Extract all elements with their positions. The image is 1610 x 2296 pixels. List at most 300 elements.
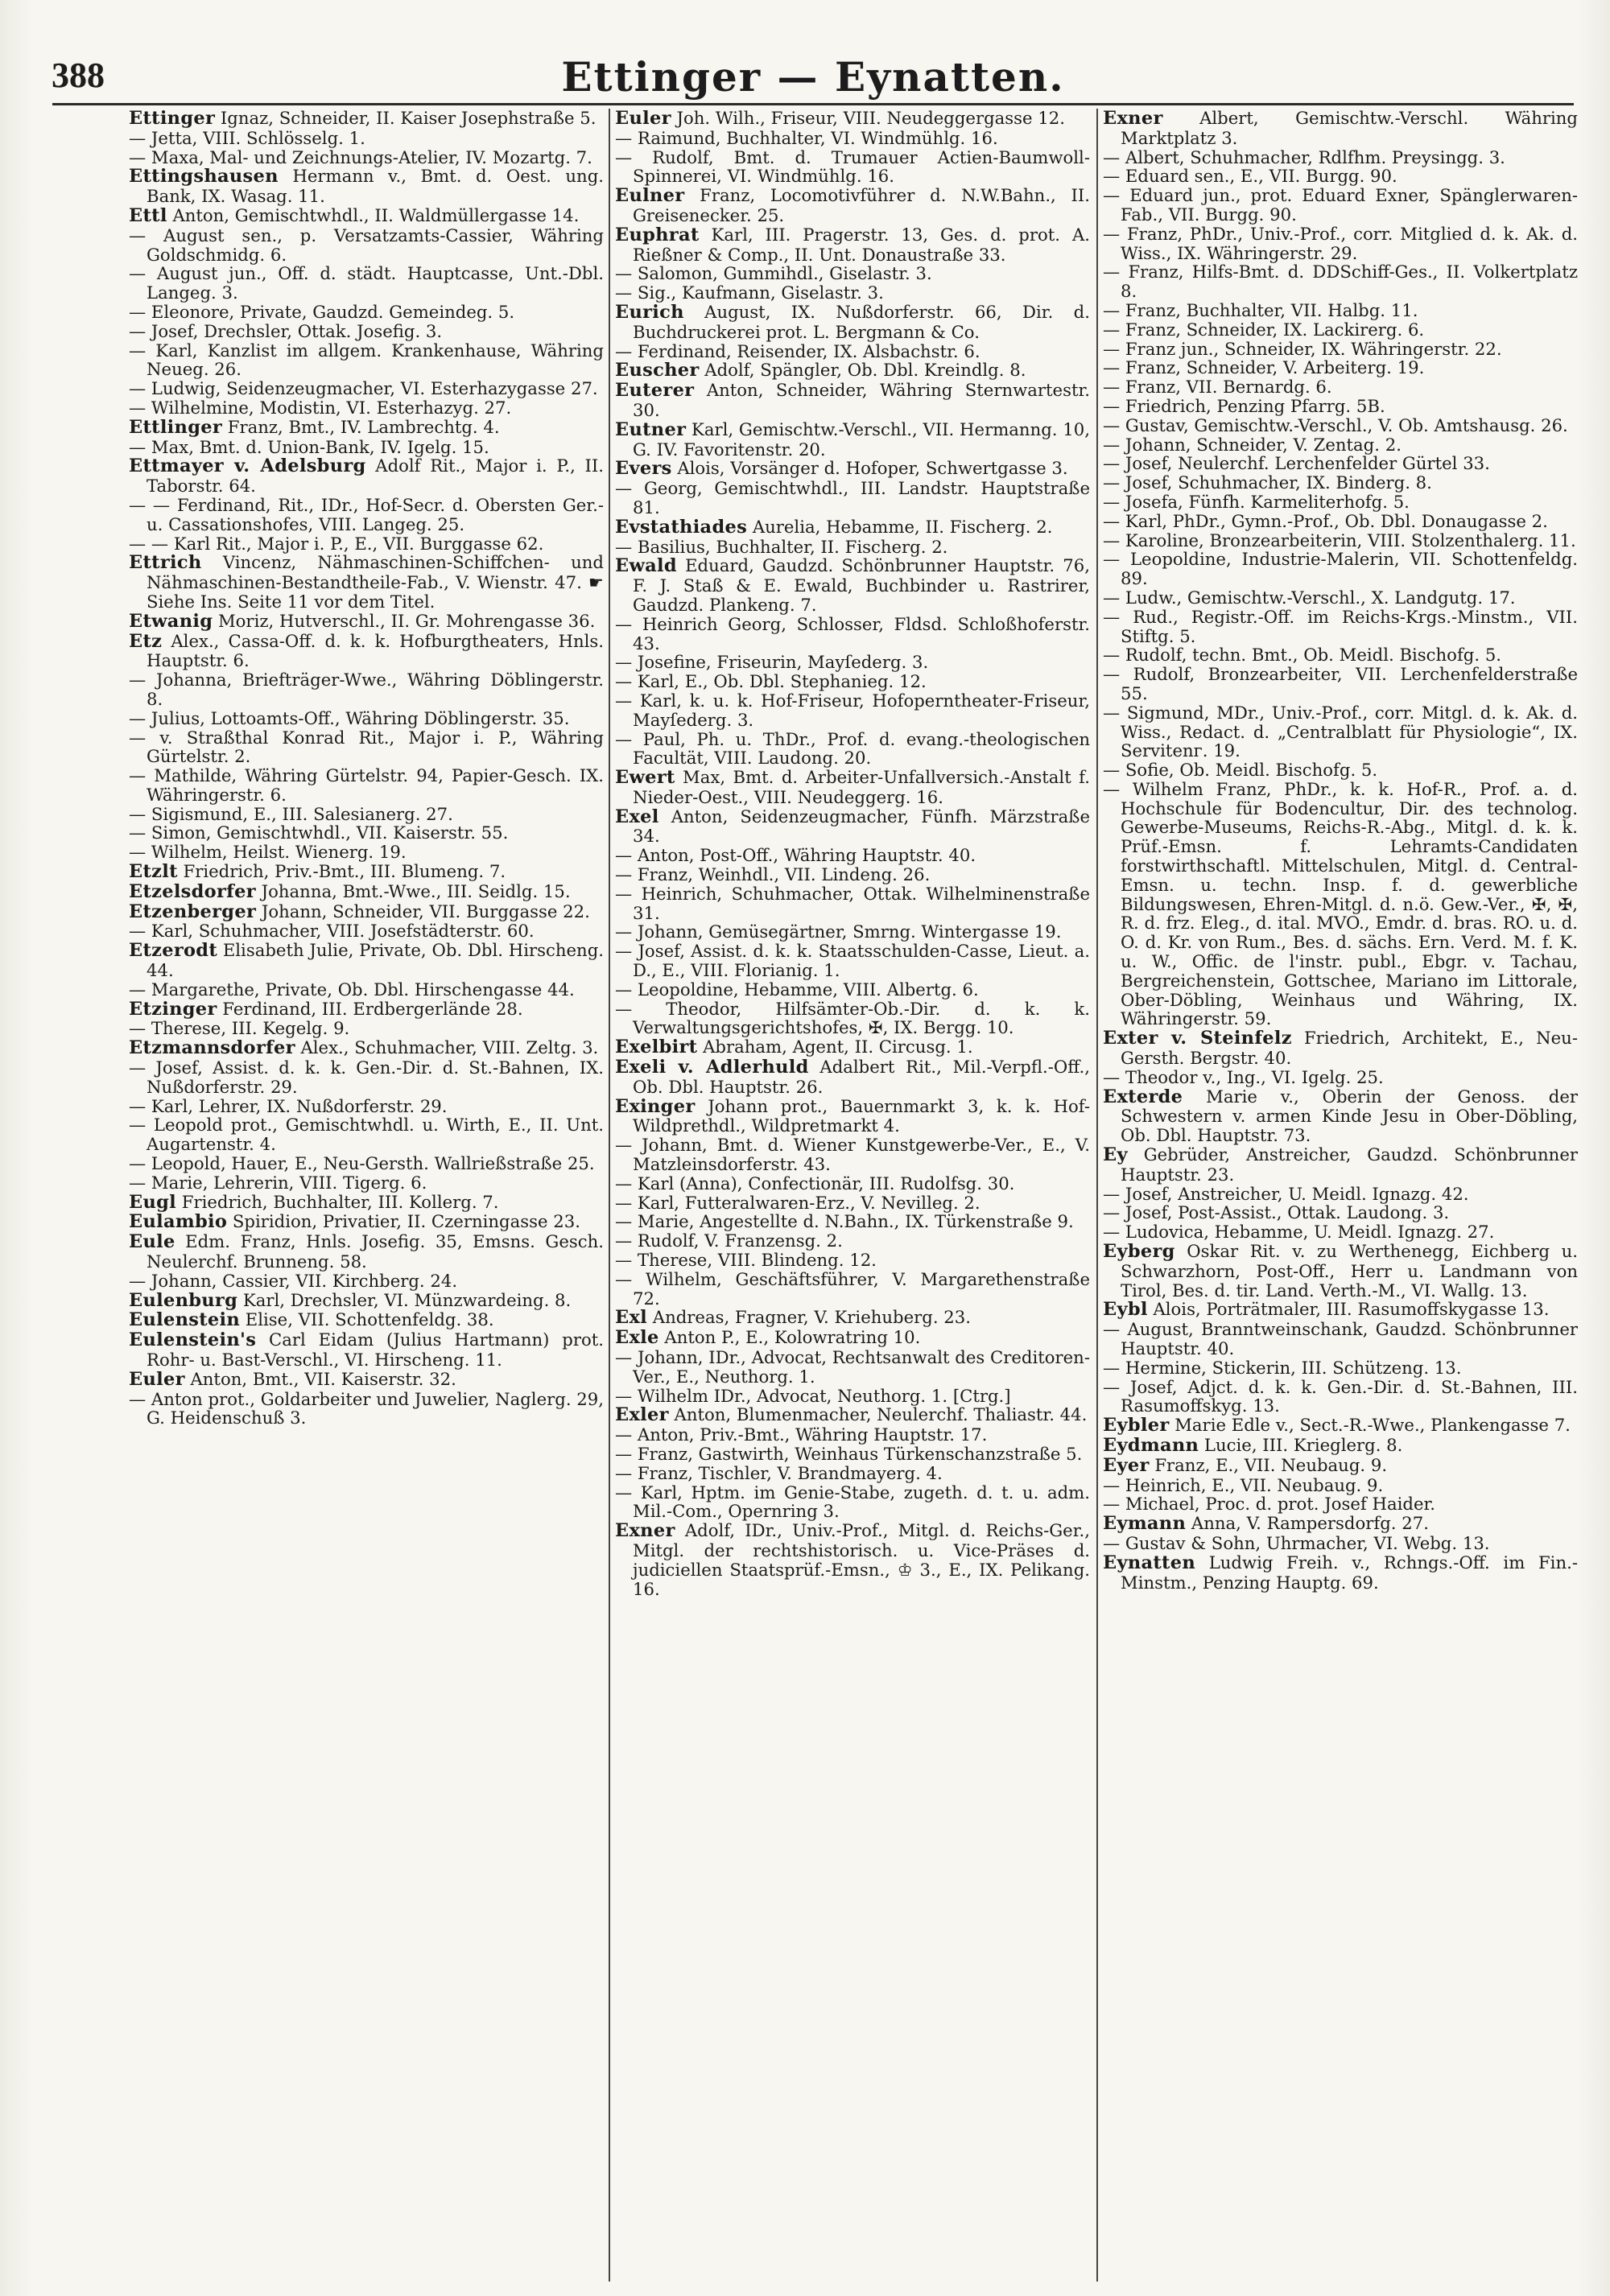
page-number: 388 bbox=[52, 56, 105, 95]
entry-name: Ettingshausen bbox=[129, 166, 279, 188]
entry-name: Ey bbox=[1103, 1144, 1128, 1166]
entry-text: — Therese, VIII. Blindeng. 12. bbox=[615, 1250, 877, 1271]
directory-entry bbox=[615, 303, 1090, 342]
entry-text: — Heinrich, E., VII. Neubaug. 9. bbox=[1103, 1474, 1384, 1495]
directory-entry bbox=[615, 672, 1090, 691]
entry-text: — Anton, Priv.-Bmt., Währing Hauptstr. 17. bbox=[615, 1424, 988, 1445]
entry-text: — Josefine, Friseurin, Mayſederg. 3. bbox=[615, 652, 929, 673]
directory-entry bbox=[1103, 435, 1578, 455]
directory-entry bbox=[1103, 1534, 1578, 1553]
entry-text: — Julius, Lottoamts-Off., Währing Döblingerstr. 35. bbox=[129, 707, 570, 728]
directory-entry bbox=[615, 980, 1090, 1000]
directory-entry bbox=[615, 922, 1090, 942]
entry-text: — Karl, Schuhmacher, VIII. Josefstädterstr. 60. bbox=[129, 921, 535, 942]
entry-name: Eugl bbox=[129, 1191, 176, 1213]
entry-name: Eybler bbox=[1103, 1415, 1170, 1437]
directory-entry bbox=[615, 129, 1090, 148]
entry-name: Eulambio bbox=[129, 1211, 228, 1233]
entry-name: Exle bbox=[615, 1327, 659, 1349]
directory-entry bbox=[129, 148, 604, 167]
directory-entry bbox=[129, 322, 604, 341]
directory-entry bbox=[615, 556, 1090, 614]
directory-entry bbox=[615, 381, 1090, 420]
directory-entry bbox=[615, 730, 1090, 769]
directory-entry bbox=[129, 823, 604, 843]
directory-entry bbox=[1103, 531, 1578, 550]
entry-name: Eurich bbox=[615, 301, 684, 323]
entry-text: — Josef, Assist. d. k. k. Gen.-Dir. d. St.-Bahnen, IX. Nußdorferstr. 29. bbox=[129, 1057, 604, 1097]
directory-entry bbox=[1103, 1456, 1578, 1476]
entry-text: — Albert, Schuhmacher, Rdlfhm. Preysingg. 3. bbox=[1103, 146, 1505, 167]
entry-text: Adolf Rit., Major i. P., II. Taborstr. 64. bbox=[147, 455, 604, 497]
entry-text: — Marie, Angestellte d. N.Bahn., IX. Türkenstraße 9. bbox=[615, 1211, 1074, 1232]
entry-text: Alex., Cassa-Off. d. k. k. Hofburgtheaters, Hnls. Hauptstr. 6. bbox=[147, 630, 604, 671]
entry-text: — Heinrich, Schuhmacher, Ottak. Wilhelminenstraße 31. bbox=[615, 883, 1090, 923]
directory-entry bbox=[129, 1370, 604, 1390]
entry-name: Eulenstein's bbox=[129, 1329, 257, 1351]
entry-text: Alois, Porträtmaler, III. Rasumoffskygasse 13. bbox=[1153, 1299, 1550, 1320]
directory-entry bbox=[129, 398, 604, 418]
directory-entry bbox=[615, 342, 1090, 361]
entry-text: — Maxa, Mal- und Zeichnungs-Atelier, IV. Mozartg. 7. bbox=[129, 146, 592, 167]
directory-entry bbox=[129, 766, 604, 805]
column-divider bbox=[609, 109, 610, 2282]
entry-text: — Rudolf, techn. Bmt., Ob. Meidl. Bischofg. 5. bbox=[1103, 645, 1502, 666]
running-title: Ettinger — Eynatten. bbox=[561, 53, 1065, 101]
directory-entry bbox=[615, 1251, 1090, 1270]
entry-text: — Karl, E., Ob. Dbl. Stephanieg. 12. bbox=[615, 671, 927, 692]
entry-text: — Josef, Adjct. d. k. k. Gen.-Dir. d. St.-Bahnen, III. Rasumoffskyg. 13. bbox=[1103, 1376, 1578, 1416]
entry-text: — Salomon, Gummihdl., Giselastr. 3. bbox=[615, 263, 932, 284]
directory-entry bbox=[129, 496, 604, 534]
entry-name: Exter v. Steinfelz bbox=[1103, 1028, 1292, 1049]
entry-text: — Wilhelm, Geschäftsführer, V. Margarethenstraße 72. bbox=[615, 1268, 1090, 1309]
entry-name: Ewert bbox=[615, 767, 675, 789]
entry-text: Anna, V. Rampersdorfg. 27. bbox=[1191, 1513, 1429, 1534]
directory-entry bbox=[1103, 1222, 1578, 1242]
entry-name: Exel bbox=[615, 806, 659, 827]
directory-entry bbox=[1103, 225, 1578, 263]
entry-text: — Josef, Assist. d. k. k. Staatsschulden-Casse, Lieut. a. D., E., VIII. Florianig. 1. bbox=[615, 941, 1090, 981]
directory-entry bbox=[615, 1231, 1090, 1251]
directory-entry bbox=[615, 109, 1090, 129]
directory-entry bbox=[615, 846, 1090, 865]
directory-entry bbox=[129, 553, 604, 611]
entry-text: — Leopold prot., Gemischtwhdl. u. Wirth, E., II. Unt. Augartenstr. 4. bbox=[129, 1115, 604, 1155]
entry-text: — Karl (Anna), Confectionär, III. Rudolfsg. 30. bbox=[615, 1173, 1015, 1193]
entry-name: Eynatten bbox=[1103, 1552, 1196, 1573]
entry-text: — Franz, Hilfs-Bmt. d. DDSchiff-Ges., II. Volkertplatz 8. bbox=[1103, 262, 1578, 302]
entry-text: Oskar Rit. v. zu Werthenegg, Eichberg u. Schwarzhorn, Post-Off., Herr u. Landmann von Tirol, Bes. d. tir. Land. Verth.-M., VI. Wallg. 13. bbox=[1121, 1241, 1578, 1301]
entry-name: Eydmann bbox=[1103, 1434, 1199, 1456]
entry-text: Albert, Gemischtw.-Verschl. Währing Marktplatz 3. bbox=[1121, 109, 1578, 148]
directory-entry bbox=[129, 1291, 604, 1311]
entry-name: Eutner bbox=[615, 418, 687, 440]
entry-name: Ettl bbox=[129, 204, 167, 226]
entry-name: Ettlinger bbox=[129, 416, 222, 438]
entry-name: Etzerodt bbox=[129, 940, 218, 962]
directory-entry bbox=[1103, 454, 1578, 473]
directory-entry bbox=[615, 1000, 1090, 1038]
directory-entry bbox=[1103, 148, 1578, 167]
directory-entry bbox=[129, 1115, 604, 1154]
directory-entry bbox=[615, 1037, 1090, 1057]
directory-entry bbox=[1103, 1514, 1578, 1534]
entry-text: — Jetta, VIII. Schlösselg. 1. bbox=[129, 127, 365, 148]
entry-text: — Franz, Weinhdl., VII. Lindeng. 26. bbox=[615, 864, 931, 885]
entry-text: — Josef, Drechsler, Ottak. Josefig. 3. bbox=[129, 320, 443, 341]
entry-text: — Johann, Schneider, V. Zentag. 2. bbox=[1103, 434, 1402, 455]
entry-text: Moriz, Hutverschl., II. Gr. Mohrengasse 36. bbox=[217, 610, 596, 631]
entry-text: — Franz, PhDr., Univ.-Prof., corr. Mitglied d. k. Ak. d. Wiss., IX. Währingerstr. 29. bbox=[1103, 223, 1578, 263]
entry-text: — Josefa, Fünfh. Karmeliterhofg. 5. bbox=[1103, 491, 1410, 512]
entry-text: — Johanna, Briefträger-Wwe., Währing Döblingerstr. 8. bbox=[129, 670, 604, 709]
entry-name: Eybl bbox=[1103, 1299, 1148, 1321]
directory-entry bbox=[129, 1310, 604, 1330]
entry-text: Karl, Drechsler, VI. Münzwardeing. 8. bbox=[242, 1289, 572, 1310]
directory-entry bbox=[615, 1483, 1090, 1522]
entry-text: — Franz, Gastwirth, Weinhaus Türkenschanzstraße 5. bbox=[615, 1443, 1083, 1464]
directory-entry bbox=[129, 980, 604, 1000]
directory-entry bbox=[1103, 1242, 1578, 1300]
entry-name: Exler bbox=[615, 1404, 669, 1426]
entry-text: Hermann v., Bmt. d. Oest. ung. Bank, IX. Wasag. 11. bbox=[147, 166, 604, 207]
directory-entry bbox=[615, 1425, 1090, 1445]
directory-entry bbox=[615, 807, 1090, 847]
directory-entry bbox=[1103, 1068, 1578, 1087]
directory-entry bbox=[1103, 377, 1578, 397]
entry-text: — — Ferdinand, Rit., IDr., Hof-Secr. d. Obersten Ger.- u. Cassationshofes, VIII. Langeg. 25. bbox=[129, 494, 604, 534]
entry-text: Spiridion, Privatier, II. Czerningasse 23. bbox=[232, 1211, 580, 1232]
entry-text: — Hermine, Stickerin, III. Schützeng. 13. bbox=[1103, 1357, 1462, 1378]
directory-entry bbox=[1103, 262, 1578, 301]
directory-entry bbox=[129, 438, 604, 457]
entry-text: — Basilius, Buchhalter, II. Fischerg. 2. bbox=[615, 536, 948, 557]
entry-text: — Johann, Cassier, VII. Kirchberg. 24. bbox=[129, 1270, 458, 1291]
entry-text: Edm. Franz, Hnls. Josefig. 35, Emsns. Gesch. Neulerchf. Brunneng. 58. bbox=[147, 1231, 604, 1272]
entry-name: Etzmannsdorfer bbox=[129, 1037, 295, 1059]
directory-entry bbox=[1103, 780, 1578, 1028]
entry-text: Karl, III. Pragerstr. 13, Ges. d. prot. A. Rießner & Comp., II. Unt. Donaustraße 33. bbox=[633, 224, 1090, 265]
directory-entry bbox=[129, 612, 604, 632]
entry-text: Vincenz, Nähmaschinen-Schiffchen- und Nähmaschinen-Bestandtheile-Fab., V. Wienstr. 47. ☛ Siehe Ins. Seite 11 vor dem Titel. bbox=[147, 552, 604, 612]
entry-text: Eduard, Gaudzd. Schönbrunner Hauptstr. 76, F. J. Staß & E. Ewald, Buchbinder u. Rastrirer, Gaudzd. Plankeng. 7. bbox=[633, 555, 1090, 615]
entry-text: — Franz, VII. Bernardg. 6. bbox=[1103, 377, 1332, 398]
entry-text: Alois, Vorsänger d. Hofoper, Schwertgasse 3. bbox=[677, 458, 1068, 479]
entry-text: — Ludwig, Seidenzeugmacher, VI. Esterhazygasse 27. bbox=[129, 378, 598, 399]
entry-name: Eulenstein bbox=[129, 1309, 241, 1331]
entry-text: — Simon, Gemischtwhdl., VII. Kaiserstr. 55. bbox=[129, 822, 509, 843]
entry-text: — Franz, Schneider, IX. Lackirerg. 6. bbox=[1103, 319, 1425, 340]
directory-entry bbox=[129, 862, 604, 882]
entry-text: Carl Eidam (Julius Hartmann) prot. Rohr- u. Bast-Verschl., VI. Hirscheng. 11. bbox=[147, 1329, 604, 1370]
directory-entry bbox=[1103, 645, 1578, 665]
entry-text: — Leopoldine, Hebamme, VIII. Albertg. 6. bbox=[615, 979, 979, 1000]
directory-entry bbox=[615, 1328, 1090, 1348]
directory-entry bbox=[615, 1521, 1090, 1598]
entry-name: Ewald bbox=[615, 555, 677, 577]
entry-name: Ettrich bbox=[129, 552, 202, 574]
entry-text: — Karl, Kanzlist im allgem. Krankenhause, Währing Neueg. 26. bbox=[129, 340, 604, 380]
entry-text: Ludwig Freih. v., Rchngs.-Off. im Fin.-Minstm., Penzing Hauptg. 69. bbox=[1121, 1552, 1578, 1593]
entry-name: Eyer bbox=[1103, 1454, 1150, 1476]
directory-entry bbox=[1103, 1087, 1578, 1145]
entry-text: Marie Edle v., Sect.-R.-Wwe., Plankengasse 7. bbox=[1174, 1415, 1571, 1436]
directory-entry bbox=[1103, 167, 1578, 186]
directory-entry bbox=[1103, 1145, 1578, 1185]
directory-entry bbox=[615, 264, 1090, 283]
entry-text: — Franz jun., Schneider, IX. Währingerstr. 22. bbox=[1103, 338, 1502, 359]
directory-entry bbox=[615, 1174, 1090, 1193]
entry-text: — Georg, Gemischtwhdl., III. Landstr. Hauptstraße 81. bbox=[615, 478, 1090, 517]
entry-name: Eyberg bbox=[1103, 1241, 1175, 1263]
column-2 bbox=[615, 109, 1090, 2282]
page-header bbox=[48, 48, 1578, 105]
directory-entry bbox=[615, 1270, 1090, 1309]
entry-text: — Ludw., Gemischtw.-Verschl., X. Landgutg. 17. bbox=[1103, 587, 1516, 608]
entry-name: Etwanig bbox=[129, 610, 213, 632]
directory-entry bbox=[129, 206, 604, 226]
entry-name: Etzelsdorfer bbox=[129, 880, 256, 902]
entry-name: Euterer bbox=[615, 380, 695, 402]
entry-text: — Leopoldine, Industrie-Malerin, VII. Schottenfeldg. 89. bbox=[1103, 549, 1578, 589]
directory-entry bbox=[615, 186, 1090, 225]
entry-text: — v. Straßthal Konrad Rit., Major i. P., Währing Gürtelstr. 2. bbox=[129, 727, 604, 767]
directory-entry bbox=[615, 1097, 1090, 1136]
directory-entry bbox=[615, 1193, 1090, 1213]
entry-text: — Eduard jun., prot. Eduard Exner, Spänglerwaren-Fab., VII. Burgg. 90. bbox=[1103, 185, 1578, 225]
entry-text: — Franz, Buchhalter, VII. Halbg. 11. bbox=[1103, 299, 1418, 320]
directory-entry bbox=[129, 1000, 604, 1020]
entry-text: Anton, Seidenzeugmacher, Fünfh. Märzstraße 34. bbox=[633, 806, 1090, 847]
directory-entry bbox=[1103, 703, 1578, 761]
entry-text: Johanna, Bmt.-Wwe., III. Seidlg. 15. bbox=[261, 880, 571, 901]
entry-text: — Karl, k. u. k. Hof-Friseur, Hofoperntheater-Friseur, Mayſederg. 3. bbox=[615, 690, 1090, 730]
entry-text: — Max, Bmt. d. Union-Bank, IV. Igelg. 15. bbox=[129, 436, 489, 457]
entry-text: — Karl, Futteralwaren-Erz., V. Nevilleg. 2. bbox=[615, 1192, 980, 1213]
entry-text: Johann prot., Bauernmarkt 3, k. k. Hof-Wildprethdl., Wildpretmarkt 4. bbox=[633, 1095, 1090, 1136]
directory-entry bbox=[129, 709, 604, 728]
entry-name: Exelbirt bbox=[615, 1037, 698, 1058]
directory-entry bbox=[129, 843, 604, 862]
entry-name: Euler bbox=[615, 109, 671, 129]
directory-entry bbox=[1103, 550, 1578, 588]
directory-entry bbox=[129, 670, 604, 709]
entry-name: Etzlt bbox=[129, 861, 178, 883]
entry-text: — Theodor v., Ing., VI. Igelg. 25. bbox=[1103, 1066, 1384, 1087]
directory-entry bbox=[615, 538, 1090, 557]
directory-entry bbox=[1103, 1553, 1578, 1593]
entry-text: — Johann, Gemüsegärtner, Smrng. Wintergasse 19. bbox=[615, 921, 1062, 942]
entry-text: — Theodor, Hilfsämter-Ob.-Dir. d. k. k. Verwaltungsgerichtshofes, ✠, IX. Bergg. 10. bbox=[615, 998, 1090, 1038]
entry-text: — Wilhelm IDr., Advocat, Neuthorg. 1. [Ctrg.] bbox=[615, 1385, 1011, 1406]
directory-entry bbox=[129, 1173, 604, 1193]
entry-text: Franz, E., VII. Neubaug. 9. bbox=[1154, 1454, 1388, 1475]
directory-entry bbox=[1103, 416, 1578, 435]
directory-entry bbox=[129, 1097, 604, 1116]
entry-text: — Josef, Anstreicher, U. Meidl. Ignazg. 42. bbox=[1103, 1183, 1469, 1204]
directory-entry bbox=[129, 941, 604, 980]
column-divider bbox=[1096, 109, 1098, 2282]
entry-name: Eymann bbox=[1103, 1513, 1187, 1535]
directory-entry bbox=[615, 615, 1090, 653]
entry-text: Anton P., E., Kolowratring 10. bbox=[664, 1327, 921, 1348]
directory-entry bbox=[1103, 1416, 1578, 1436]
entry-text: — Rud., Registr.-Off. im Reichs-Krgs.-Minstm., VII. Stiftg. 5. bbox=[1103, 606, 1578, 646]
directory-entry bbox=[129, 1232, 604, 1272]
entry-name: Euscher bbox=[615, 360, 700, 381]
entry-name: Exinger bbox=[615, 1095, 696, 1117]
entry-name: Evers bbox=[615, 458, 672, 480]
directory-entry bbox=[1103, 1436, 1578, 1456]
entry-text: Elisabeth Julie, Private, Ob. Dbl. Hirscheng. 44. bbox=[147, 940, 604, 981]
directory-entry bbox=[129, 226, 604, 265]
directory-entry bbox=[615, 1057, 1090, 1097]
entry-text: — Therese, III. Kegelg. 9. bbox=[129, 1018, 350, 1039]
directory-entry bbox=[615, 942, 1090, 980]
entry-text: Anton, Gemischtwhdl., II. Waldmüllergasse 14. bbox=[172, 204, 580, 225]
entry-text: — Karl, Hptm. im Genie-Stabe, zugeth. d. t. u. adm. Mil.-Com., Opernring 3. bbox=[615, 1482, 1090, 1522]
directory-entry bbox=[1103, 1378, 1578, 1416]
directory-entry bbox=[129, 109, 604, 129]
directory-entry bbox=[129, 805, 604, 824]
directory-entry bbox=[1103, 665, 1578, 703]
entry-text: Friedrich, Architekt, E., Neu-Gersth. Bergstr. 40. bbox=[1121, 1028, 1578, 1069]
directory-entry bbox=[129, 921, 604, 941]
entry-text: Max, Bmt. d. Arbeiter-Unfallversich.-Anstalt f. Nieder-Oest., VIII. Neudeggerg. 16. bbox=[633, 767, 1090, 807]
entry-text: — — Karl Rit., Major i. P., E., VII. Burggasse 62. bbox=[129, 533, 544, 554]
directory-entry bbox=[1103, 493, 1578, 512]
directory-entry bbox=[615, 361, 1090, 381]
entry-text: — Josef, Post-Assist., Ottak. Laudong. 3. bbox=[1103, 1202, 1450, 1223]
entry-text: August, IX. Nußdorferstr. 66, Dir. d. Buchdruckerei prot. L. Bergmann & Co. bbox=[633, 301, 1090, 342]
entry-name: Exterde bbox=[1103, 1086, 1183, 1107]
directory-entry bbox=[1103, 512, 1578, 531]
directory-entry bbox=[1103, 1476, 1578, 1495]
directory-entry bbox=[1103, 473, 1578, 493]
entry-text: — Raimund, Buchhalter, VI. Windmühlg. 16. bbox=[615, 127, 998, 148]
entry-text: Johann, Schneider, VII. Burggasse 22. bbox=[261, 901, 590, 921]
entry-text: — Karoline, Bronzearbeiterin, VIII. Stolzenthalerg. 11. bbox=[1103, 530, 1576, 550]
entry-text: — Mathilde, Währing Gürtelstr. 94, Papier-Gesch. IX. Währingerstr. 6. bbox=[129, 765, 604, 805]
directory-entry bbox=[615, 865, 1090, 884]
directory-entry bbox=[129, 167, 604, 206]
directory-entry bbox=[615, 459, 1090, 479]
entry-text: — Gustav & Sohn, Uhrmacher, VI. Webg. 13. bbox=[1103, 1532, 1490, 1553]
entry-text: — Sofie, Ob. Meidl. Bischofg. 5. bbox=[1103, 760, 1378, 781]
entry-text: — Wilhelm, Heilst. Wienerg. 19. bbox=[129, 842, 407, 863]
entry-text: — Karl, PhDr., Gymn.-Prof., Ob. Dbl. Donaugasse 2. bbox=[1103, 510, 1548, 531]
entry-text: Anton, Blumenmacher, Neulerchf. Thaliastr. 44. bbox=[674, 1404, 1088, 1425]
directory-entry bbox=[615, 225, 1090, 265]
directory-entry bbox=[1103, 1028, 1578, 1068]
directory-entry bbox=[615, 517, 1090, 538]
entry-text: — Rudolf, Bmt. d. Trumauer Actien-Baumwoll-Spinnerei, VI. Windmühlg. 16. bbox=[615, 146, 1090, 187]
entry-name: Ettmayer v. Adelsburg bbox=[129, 455, 366, 477]
directory-entry bbox=[129, 341, 604, 380]
directory-entry bbox=[129, 1019, 604, 1038]
directory-entry bbox=[615, 148, 1090, 187]
entry-name: Euphrat bbox=[615, 224, 700, 245]
entry-text: — Franz, Schneider, V. Arbeiterg. 19. bbox=[1103, 357, 1425, 378]
entry-text: Ferdinand, III. Erdbergerlände 28. bbox=[222, 998, 523, 1019]
entry-text: — Ferdinand, Reisender, IX. Alsbachstr. 6. bbox=[615, 340, 980, 361]
directory-entry bbox=[615, 1464, 1090, 1483]
directory-entry bbox=[129, 1390, 604, 1428]
entry-text: Friedrich, Buchhalter, III. Kollerg. 7. bbox=[181, 1191, 499, 1212]
directory-entry bbox=[615, 1405, 1090, 1425]
directory-entry bbox=[129, 534, 604, 554]
entry-name: Exeli v. Adlerhuld bbox=[615, 1057, 809, 1078]
directory-entry bbox=[1103, 1494, 1578, 1514]
entry-text: Joh. Wilh., Friseur, VIII. Neudeggergasse 12. bbox=[676, 109, 1065, 128]
entry-name: Eulner bbox=[615, 185, 685, 207]
directory-entry bbox=[615, 1387, 1090, 1406]
entry-text: Lucie, III. Krieglerg. 8. bbox=[1203, 1434, 1403, 1455]
entry-text: Adolf, IDr., Univ.-Prof., Mitgl. d. Reichs-Ger., Mitgl. der rechtshistorisch. u. Vice-Präses d. judiciellen Staatsprüf.-Emsn., ♔ 3., E., IX. Pelikang. 16. bbox=[633, 1520, 1090, 1599]
directory-entry bbox=[615, 479, 1090, 517]
entry-text: — Anton prot., Goldarbeiter und Juwelier, Naglerg. 29, G. Heidenschuß 3. bbox=[129, 1388, 604, 1428]
directory-entry bbox=[1103, 608, 1578, 646]
entry-text: — Johann, IDr., Advocat, Rechtsanwalt des Creditoren-Ver., E., Neuthorg. 1. bbox=[615, 1347, 1090, 1387]
entry-text: Anton, Schneider, Währing Sternwartestr. 30. bbox=[633, 380, 1090, 420]
directory-entry bbox=[1103, 761, 1578, 780]
directory-entry bbox=[1103, 1203, 1578, 1222]
directory-entry bbox=[615, 884, 1090, 923]
entry-text: — Josef, Schuhmacher, IX. Binderg. 8. bbox=[1103, 472, 1432, 493]
entry-text: Marie v., Oberin der Genoss. der Schwestern v. armen Kinde Jesu in Ober-Döbling, Ob. Dbl. Hauptstr. 73. bbox=[1121, 1086, 1578, 1146]
directory-entry bbox=[129, 129, 604, 148]
directory-entry bbox=[129, 1058, 604, 1097]
entry-text: — Johann, Bmt. d. Wiener Kunstgewerbe-Ver., E., V. Matzleinsdorferstr. 43. bbox=[615, 1135, 1090, 1175]
entry-text: — Karl, Lehrer, IX. Nußdorferstr. 29. bbox=[129, 1095, 448, 1116]
entry-text: Adolf, Spängler, Ob. Dbl. Kreindlg. 8. bbox=[704, 360, 1026, 381]
directory-entry bbox=[615, 1308, 1090, 1328]
directory-entry bbox=[129, 418, 604, 438]
entry-name: Evstathiades bbox=[615, 516, 748, 538]
entry-text: — Ludovica, Hebamme, U. Meidl. Ignazg. 27. bbox=[1103, 1222, 1495, 1243]
entry-text: — Rudolf, V. Franzensg. 2. bbox=[615, 1230, 843, 1251]
directory-entry bbox=[1103, 1300, 1578, 1320]
directory-entry bbox=[1103, 109, 1578, 148]
entry-text: Gebrüder, Anstreicher, Gaudzd. Schönbrunner Hauptstr. 23. bbox=[1121, 1144, 1578, 1185]
entry-name: Euler bbox=[129, 1368, 185, 1390]
directory-entry bbox=[129, 1193, 604, 1213]
entry-text: — Anton, Post-Off., Währing Hauptstr. 40. bbox=[615, 845, 976, 866]
directory-entry bbox=[1103, 186, 1578, 225]
directory-entry bbox=[1103, 358, 1578, 377]
entry-name: Exl bbox=[615, 1307, 648, 1329]
directory-entry bbox=[129, 456, 604, 496]
directory-entry bbox=[129, 379, 604, 398]
directory-entry bbox=[615, 1445, 1090, 1464]
column-1 bbox=[129, 109, 604, 2282]
directory-entry bbox=[615, 1136, 1090, 1174]
entry-name: Ettinger bbox=[129, 109, 216, 129]
directory-entry bbox=[615, 653, 1090, 672]
directory-entry bbox=[615, 1348, 1090, 1387]
entry-text: — Eleonore, Private, Gaudzd. Gemeindeg. 5. bbox=[129, 301, 515, 322]
column-3 bbox=[1103, 109, 1578, 2282]
directory-entry bbox=[615, 691, 1090, 730]
entry-text: — Wilhelm Franz, PhDr., k. k. Hof-R., Prof. a. d. Hochschule für Bodencultur, Dir. des technolog. Gewerbe-Museums, Reichs-R.-Abg., Mitgl. d. k. k. Prüf.-Emsn. f. Lehramts-Candidaten forstwirthschaftl. Mittelschulen, Mitgl. d. Central-Emsn. u. techn. Insp. f. d. gewerbliche Bildungswesen, Ehren-Mitgl. d. n.ö. Gew.-Ver., ✠, ✠, R. d. frz. Eleg., d. ital. MVO., Emdr. d. bras. RO. u. d. O. d. Kr. von Rum., Bes. d. sächs. Ern. Verd. M. f. K. u. W., Offic. de l'instr. publ., Ebgr. v. Tachau, Bergreichenstein, Gottschee, Mariano im Littorale, Ober-Döbling, Weinhaus und Währing, IX. Währingerstr. 59. bbox=[1103, 778, 1578, 1029]
entry-text: — Leopold, Hauer, E., Neu-Gersth. Wallrießstraße 25. bbox=[129, 1153, 595, 1174]
directory-entry bbox=[129, 632, 604, 671]
entry-text: — Friedrich, Penzing Pfarrg. 5B. bbox=[1103, 395, 1385, 416]
entry-name: Eule bbox=[129, 1231, 175, 1253]
directory-entry bbox=[1103, 301, 1578, 320]
entry-text: Alex., Schuhmacher, VIII. Zeltg. 3. bbox=[300, 1037, 599, 1058]
